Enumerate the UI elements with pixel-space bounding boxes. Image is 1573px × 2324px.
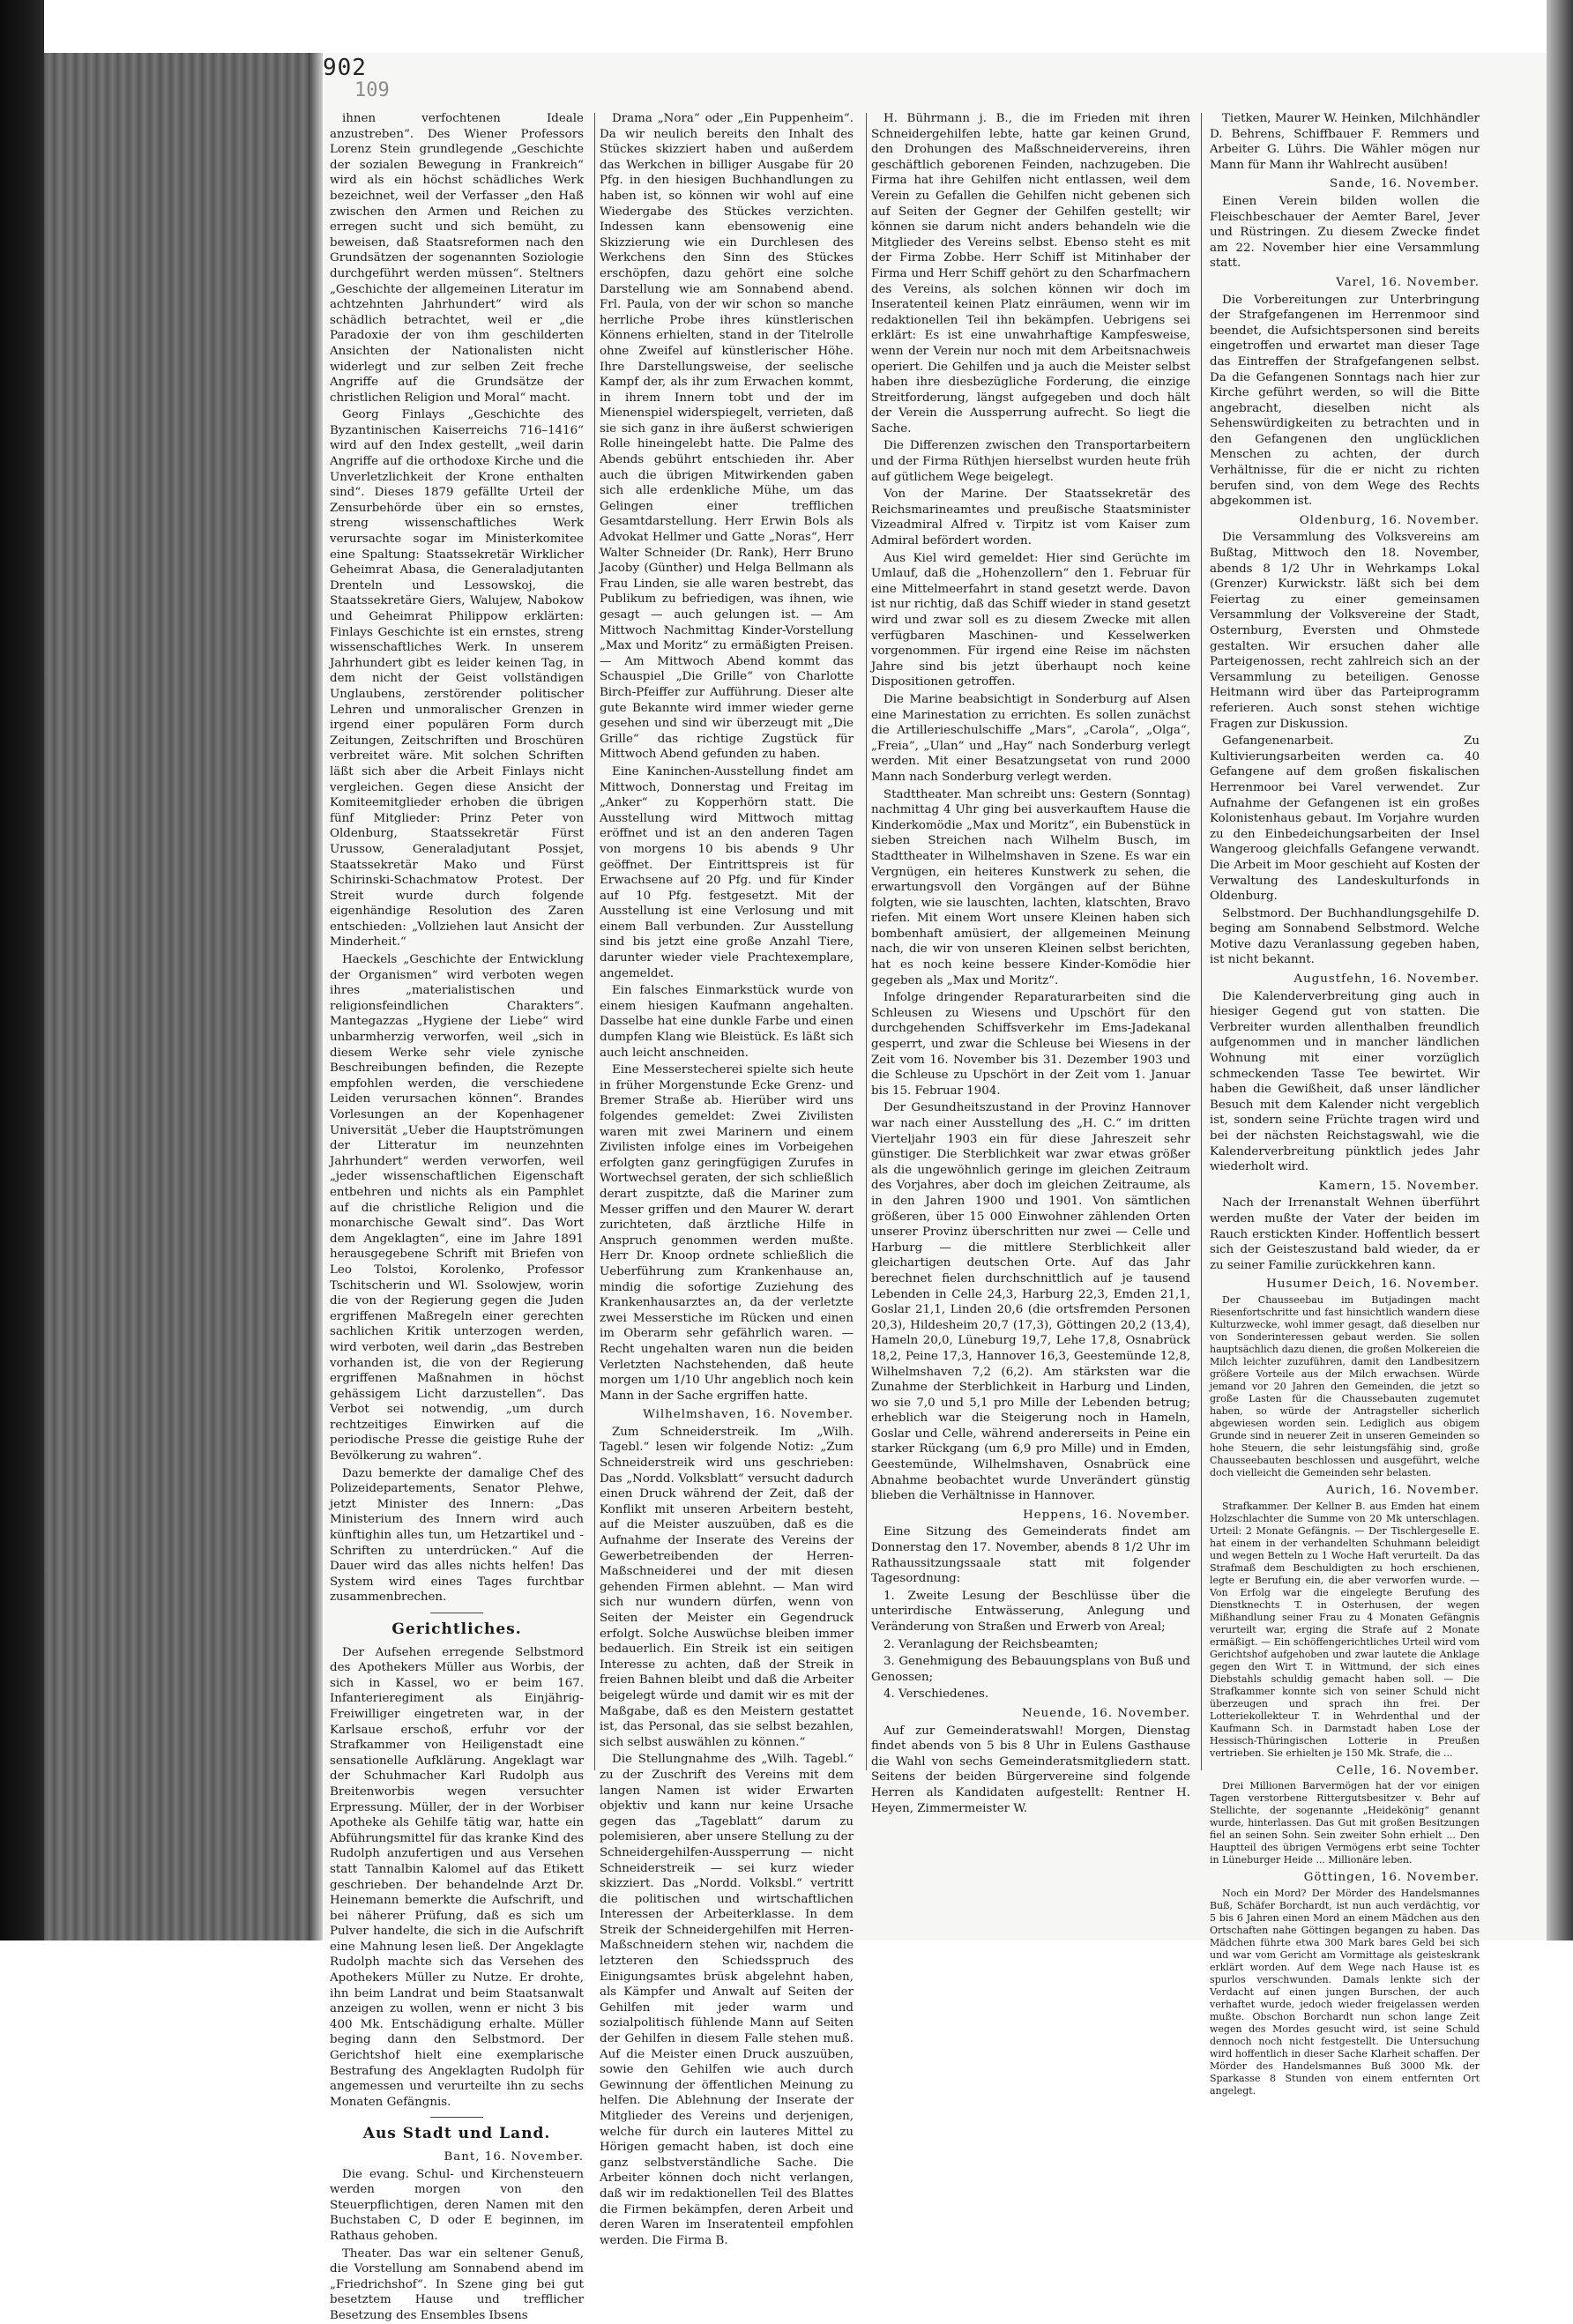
paragraph: Eine Sitzung des Gemeinderats findet am Donnerstag den 17. November, abends 8 1/2 Uhr im Rathaussitzungssaale statt mit folgender Tagesordnung: xyxy=(871,1525,1190,1586)
paragraph: Drama „Nora“ oder „Ein Puppenheim“. Da wir neulich bereits den Inhalt des Stückes skizziert haben und außerdem das Werkchen in billiger Ausgabe für 20 Pfg. in den hiesigen Buchhandlungen zu haben ist, so können wir wohl auf eine Wiedergabe des Stückes verzichten. Indessen kann ebensowenig eine Skizzierung wie ein Durchlesen des Werkchens den Sinn des Stückes erschöpfen, dazu gehört eine solche Darstellung wie am Sonnabend abend. Frl. Paula, von der wir schon so manche herrliche Probe ihres künstlerischen Könnens erhielten, stand in der Titelrolle ohne Zweifel auf künstlerischer Höhe. Ihre Darstellungsweise, der seelische Kampf der, als ihr zum Erwachen kommt, in ihrem Innern tobt und der im Mienenspiel widerspiegelt, verrieten, daß sie sich ganz in ihre äußerst schwierigen Rolle hineingelebt hatte. Die Palme des Abends gebührt entschieden ihr. Aber auch die übrigen Mitwirkenden gaben sich alle erdenkliche Mühe, um das Gelingen einer trefflichen Gesamtdarstellung. Herr Erwin Bols als Advokat Hellmer und Gatte „Noras“, Herr Walter Schneider (Dr. Rank), Herr Bruno Jacoby (Günther) und Helga Bellmann als Frau Linden, sie alle waren bestrebt, das Publikum zu befriedigen, was ihnen, wie gesagt — auch gelungen ist. — Am Mittwoch Nachmittag Kinder-Vorstellung „Max und Moritz“ zu ermäßigten Preisen. — Am Mittwoch Abend kommt das Schauspiel „Die Grille“ von Charlotte Birch-Pfeiffer zur Aufführung. Dieser alte gute Bekannte wird immer wieder gerne gesehen und sind wir überzeugt mit „Die Grille“ das richtige Zugstück für Mittwoch Abend gefunden zu haben. xyxy=(600,112,854,762)
section-divider xyxy=(430,2117,483,2118)
paragraph: Die Vorbereitungen zur Unterbringung der Strafgefangenen im Herrenmoor sind beendet, die Aufsichtspersonen sind bereits eingetroffen und erwartet man dieser Tage das Eintreffen der Strafgefangenen selbst. Da die Gefangenen Sonntags nach hier zur Kirche geführt werden, so will die Bitte angebracht, dieselben nicht als Sehenswürdigkeiten zu betrachten und in den Gefangenen den unglücklichen Menschen zu achten, der durch Verhältnisse, für die er nicht zu richten berufen sind, von dem Wege des Rechts abgekommen ist. xyxy=(1210,293,1480,509)
column-rule xyxy=(594,113,595,1770)
column-4 xyxy=(1210,111,1480,2097)
paragraph: ihnen verfochtenen Ideale anzustreben“. Des Wiener Professors Lorenz Stein grundlegende „Geschichte der sozialen Bewegung in Frankreich“ wird als ein höchst schädliches Werk bezeichnet, weil der Verfasser „den Haß zwischen den Armen und Reichen zu erregen sucht und sich bemüht, zu beweisen, daß Staatsreformen nach den Grundsätzen der sogenannten Soziologie durchgeführt werden müssen“. Steltners „Geschichte der allgemeinen Literatur im achtzehnten Jahrhundert“ wird als schädlich betrachtet, weil er „die Paradoxie der von ihm geschilderten Ansichten der Nationalisten nicht widerlegt und zur selben Zeit freche Angriffe auf die Grundsätze der christlichen Religion und Moral“ macht. xyxy=(330,112,584,405)
paragraph: Infolge dringender Reparaturarbeiten sind die Schleusen zu Wiesens und Upschört für den durchgehenden Schiffsverkehr im Ems-Jadekanal gesperrt, und zwar die Schleuse bei Wiesens in der Zeit vom 16. November bis 31. Dezember 1903 und die Schleuse zu Upschört in der Zeit vom 1. Januar bis 15. Februar 1904. xyxy=(871,991,1190,1098)
column-1 xyxy=(330,111,584,2322)
paragraph: Eine Messerstecherei spielte sich heute in früher Morgenstunde Ecke Grenz- und Bremer Straße ab. Hierüber wird uns folgendes gemeldet: Zwei Zivilisten waren mit zwei Marinern und einem Zivilisten infolge eines im Vorbeigehen erfolgten ganz geringfügigen Zurufes in Wortwechsel geraten, der sich schließlich derart zuspitzte, daß die Mariner zum Messer griffen und den Maurer W. derart zurichteten, daß ärztliche Hilfe in Anspruch genommen werden mußte. Herr Dr. Knoop ordnete schließlich die Ueberführung zum Krankenhause an, mindig die sofortige Zuziehung des Krankenhausarztes an, da der verletzte zwei Messerstiche im Rücken und einen im Oberarm sehr gefährlich waren. — Recht ungehalten waren nun die beiden Verletzten Nachstehenden, daß heute morgen um 1/10 Uhr angeblich noch kein Mann in der Sache ergriffen hatte. xyxy=(600,1063,854,1403)
agenda-item: 1. Zweite Lesung der Beschlüsse über die unterirdische Entwässerung, Anlegung und Veränderung von Straßen und Erwerb von Areal; xyxy=(871,1589,1190,1634)
column-3 xyxy=(871,111,1190,1815)
dateline: Göttingen, 16. November. xyxy=(1303,1871,1480,1885)
section-heading: Gerichtliches. xyxy=(391,1620,522,1638)
paragraph: Haeckels „Geschichte der Entwicklung der Organismen“ wird verboten wegen ihres „materialistischen und religionsfeindlichen Charakters“. Mantegazzas „Hygiene der Liebe“ wird unbarmherzig verworfen, weil „sich in diesem Werke sehr viele zynische Beschreibungen befinden, die Rezepte empfohlen werden, die verschiedene Leiden verursachen können“. Brandes Vorlesungen an der Kopenhagener Universität „Ueber die Hauptströmungen der Litteratur im neunzehnten Jahrhundert“ werden verworfen, weil „jeder wissenschaftlichen Eigenschaft entbehren und nichts als ein Pamphlet auf die christliche Religion und die monarchische Gewalt sind“. Das Wort dem Angeklagten“, eine im Jahre 1891 herausgegebene Schrift mit Briefen von Leo Tolstoi, Korolenko, Professor Tschitscherin und Wl. Ssolowjew, worin die von der Regierung gegen die Juden ergriffenen Maßregeln einer gerechten sachlichen Kritik unterzogen werden, wird verboten, weil darin „das Bestreben vorhanden ist, die von der Regierung ergriffenen Maßnahmen in höchst gehässigem Licht darzustellen“. Das Verbot sei notwendig, „um durch rechtzeitiges Einwirken auf die periodische Presse die geistige Ruhe der Bevölkerung zu wahren“. xyxy=(330,953,584,1464)
paragraph: Drei Millionen Barvermögen hat der vor einigen Tagen verstorbene Rittergutsbesitzer v. Behr auf Stellichte, der sogenannte „Heidekönig“ genannt wurde, hinterlassen. Das Gut mit großen Besitzungen fiel an seinen Sohn. Sein zweiter Sohn erhielt ... Den Hauptteil des übrigen Vermögens erbt seine Tochter in Lüneburger Heide ... Millionäre leben. xyxy=(1210,1780,1480,1866)
dateline: Heppens, 16. November. xyxy=(1023,1508,1190,1522)
dateline: Sande, 16. November. xyxy=(1330,177,1480,191)
paragraph: Der Aufsehen erregende Selbstmord des Apothekers Müller aus Worbis, der sich in Kassel, wo er beim 167. Infanterieregiment als Einjährig-Freiwilliger eingetreten war, in der Karlsaue erschoß, erfuhr vor der Strafkammer von Heiligenstadt eine sensationelle Aufklärung. Angeklagt war der Schuhmacher Karl Rudolph aus Breitenworbis wegen versuchter Erpressung. Müller, der in der Worbiser Apotheke als Gehilfe tätig war, hatte ein Abführungsmittel für das kranke Kind des Rudolph anzufertigen und aus Versehen statt Tannalbin Kalomel auf das Etikett geschrieben. Der behandelnde Arzt Dr. Heinemann bemerkte die Aufschrift, und bei näherer Prüfung, daß es sich um Pulver handelte, die sich in die Aufschrift eine Mahnung lesen ließ. Der Angeklagte Rudolph machte sich das Versehen des Apothekers Müller zu Nutze. Er drohte, ihn beim Landrat und beim Staatsanwalt anzeigen zu wollen, wenn er nicht 3 bis 400 Mk. Entschädigung erhalte. Müller beging dann den Selbstmord. Der Gerichtshof hielt eine exemplarische Bestrafung des Angeklagten Rudolph für angemessen und verurteilte ihn zu sechs Monaten Gefängnis. xyxy=(330,1645,584,2109)
dateline: Aurich, 16. November. xyxy=(1326,1483,1480,1497)
binding-shadow xyxy=(309,53,323,1940)
column-rule xyxy=(866,113,867,1770)
paragraph: Die Kalenderverbreitung ging auch in hiesiger Gegend gut von statten. Die Verbreiter wurden allenthalben freundlich aufgenommen und in mancher ländlichen Wohnung mit einer vorzüglich schmeckenden Tasse Tee bewirtet. Wir haben die Gewißheit, daß unser ländlicher Besuch mit dem Kalender nicht vergeblich ist, sondern seine Früchte tragen wird und bei der nächsten Reichstagswahl, wie die Kalenderverbreitung pünktlich jedes Jahr wiederholt wird. xyxy=(1210,989,1480,1174)
paragraph: Die Versammlung des Volksvereins am Bußtag, Mittwoch den 18. November, abends 8 1/2 Uhr in Wehrkamps Lokal (Grenzer) Kurwickstr. läßt sich bei dem Feiertag zu einer gemeinsamen Versammlung der Volksvereine der Stadt, Osternburg, Eversten und Ohmstede gestalten. Wir ersuchen daher alle Parteigenossen, recht zahlreich sich an der Versammlung zu beteiligen. Genosse Heitmann wird über das Parteiprogramm referieren. Auch sonst stehen wichtige Fragen zur Diskussion. xyxy=(1210,531,1480,731)
paragraph: Einen Verein bilden wollen die Fleischbeschauer der Aemter Barel, Jever und Rüstringen. Zu diesem Zwecke findet am 22. November hier eine Versammlung statt. xyxy=(1210,194,1480,271)
paragraph: Tietken, Maurer W. Heinken, Milchhändler D. Behrens, Schiffbauer F. Remmers und Arbeiter G. Lührs. Die Wähler mögen nur Mann für Mann ihr Wahlrecht ausüben! xyxy=(1210,112,1480,172)
dateline: Wilhelmshaven, 16. November. xyxy=(643,1408,854,1422)
paragraph: Dazu bemerkte der damalige Chef des Polizeidepartements, Senator Plehwe, jetzt Minister des Innern: „Das Ministerium des Innern wird auch künftighin alles tun, um Hetzartikel und -Schriften zu unterdrücken.“ Auf die Dauer wird das alles nichts helfen! Das System wird eines Tages furchtbar zusammenbrechen. xyxy=(330,1466,584,1605)
paragraph: Der Chausseebau im Butjadingen macht Riesenfortschritte und fast hinsichtlich wandern diese Kulturzwecke, wohl immer gesagt, daß dieselben nur von Sonderinteressen gebaut werden. Sie sollen hauptsächlich dazu dienen, die großen Molkereien die Milch leichter zuzuführen, damit den Landbesitzern größere Vorteile aus der Milch erwachsen. Würde jemand vor 20 Jahren den Gemeinden, die jetzt so große Lasten für die Chaussebauten zugemutet haben, so würde der Antragsteller sicherlich abgewiesen worden sein. Lediglich aus obigem Grunde sind in neuerer Zeit in unseren Gemeinden so hohe Steuern, die sehr leistungsfähig sind, große Chausseebauten beschlossen und ausgeführt, welche doch vielleicht die Gemeinden sehr belasten. xyxy=(1210,1293,1480,1479)
paragraph: Georg Finlays „Geschichte des Byzantinischen Kaiserreichs 716–1416“ wird auf den Index gestellt, „weil darin Angriffe auf die orthodoxe Kirche und die Unverletzlichkeit der Krone enthalten sind“. Dieses 1879 gefällte Urteil der Zensurbehörde über ein so ernstes, streng wissenschaftliches Werk verursachte sogar im Ministerkomitee eine Spaltung: Staatssekretär Wirklicher Geheimrat Abasa, die Generaladjutanten Drenteln und Lessowskoj, die Staatssekretäre Giers, Walujew, Nabokow und Geheimrat Philippow erklärten: Finlays Geschichte ist ein ernstes, streng wissenschaftliches Werk. In unserem Jahrhundert gibt es leider keinen Tag, in dem nicht der Geist vollständigen Unglaubens, zerstörender politischer Lehren und unmoralischer Grenzen in irgend einer populären Form durch Zeitungen, Zeitschriften und Broschüren verbreitet wäre. Mit solchen Schriften läßt sich aber die Arbeit Finlays nicht vergleichen. Gegen diese Ansicht der Komiteemitglieder erhoben die übrigen fünf Mitglieder: Prinz Peter von Oldenburg, Staatssekretär Fürst Urussow, Generaladjutant Possjet, Staatssekretär Mako und Fürst Schirinski-Schachmatow Protest. Der Streit wurde durch folgende eigenhändige Resolution des Zaren entschieden: „Vollziehen laut Ansicht der Minderheit.“ xyxy=(330,408,584,950)
paragraph: Stadttheater. Man schreibt uns: Gestern (Sonntag) nachmittag 4 Uhr ging bei ausverkauftem Hause die Kinderkomödie „Max und Moritz“, ein Bubenstück in sieben Streichen nach Wilhelm Busch, im Stadttheater in Wilhelmshaven in Szene. Es war ein Vergnügen, ein heiteres Kunstwerk zu sehen, die erwartungsvoll den Vorgängen auf der Bühne folgten, wie sie lauschten, lachten, klatschten, Bravo riefen. Mit einem Wort unsere Kleinen haben sich bombenhaft amüsiert, der allgemeinen Meinung nach, die wir von unseren Kleinen selbst berichten, hat es noch keine bessere Kinder-Komödie hier gegeben als „Max und Moritz“. xyxy=(871,787,1190,987)
paragraph: Zum Schneiderstreik. Im „Wilh. Tagebl.“ lesen wir folgende Notiz: „Zum Schneiderstreik wird uns geschrieben: Das „Nordd. Volksblatt“ versucht dadurch einen Druck während der Zeit, daß der Konflikt mit unseren Arbeitern besteht, auf die Meister auszuüben, daß es die Aufnahme der Inserate des Vereins der Gewerbetreibenden der Herren-Maßschneiderei und der mit diesen gehenden Firmen ablehnt. — Man wird sich nur wundern dürfen, wenn von Seiten der Meister ein Gegendruck erfolgt. Solche Auswüchse bleiben immer bedauerlich. Ein Streik ist ein seitigen Interesse zu achten, daß der Streik in freien Bahnen bleibt und daß die Arbeiter beigelegt würde und damit wir es mit der Maßgabe, daß es den Meistern gestattet ist, das Personal, das sie selbst bezahlen, sich selbst auswählen zu können.“ xyxy=(600,1425,854,1749)
paragraph: Gefangenenarbeit. Zu Kultivierungsarbeiten werden ca. 40 Gefangene auf dem großen fiskalischen Herrenmoor bei Varel verwendet. Zur Aufnahme der Gefangenen ist ein großes Kolonistenhaus gebaut. Im Vorjahre wurden zu den Einbedeichungsarbeiten der Insel Wangeroog gleichfalls Gefangene verwandt. Die Arbeit im Moor geschieht auf Kosten der Verwaltung des Landeskulturfonds in Oldenburg. xyxy=(1210,734,1480,904)
agenda-item: 4. Verschiedenes. xyxy=(883,1687,989,1702)
paragraph: Die Stellungnahme des „Wilh. Tagebl.“ zu der Zuschrift des Vereins mit dem langen Namen ist wider Erwarten objektiv und kann nur keine Ursache gegen das „Tageblatt“ darum zu polemisieren, aber unsere Stellung zu der Schneidergehilfen-Aussperrung — nicht Schneiderstreik — sei kurz wieder skizziert. Das „Nordd. Volksbl.“ vertritt die politischen und wirtschaftlichen Interessen der Arbeiterklasse. In dem Streik der Schneidergehilfen mit Herren-Maßschneidern stehen wir, nachdem die letzteren den Schiedsspruch des Einigungsamtes brüsk abgelehnt haben, als Kämpfer und Anwalt auf Seiten der Gehilfen mit jeder warm und sozialpolitisch fühlende Mann auf Seiten der Gehilfen in diesem Falle stehen muß. Auf die Meister einen Druck auszuüben, sowie den Gehilfen wie auch durch Gewinnung der öffentlichen Meinung zu helfen. Die Ablehnung der Inserate der Mitglieder des Vereins und derjenigen, welche für durch ein lauteres Mittel zu Hörigen gemacht haben, ist doch eine ganz selbstverständliche Sache. Die Arbeiter können doch nicht verlangen, daß wir im redaktionellen Teil des Blattes die Firmen bekämpfen, deren Arbeit und deren Waren im Inseratenteil empfohlen werden. Die Firma B. xyxy=(600,1753,854,2247)
paragraph: Von der Marine. Der Staatssekretär des Reichsmarineamtes und preußische Staatsminister Vizeadmiral Alfred v. Tirpitz ist vom Kaiser zum Admiral befördert worden. xyxy=(871,488,1190,548)
dateline: Oldenburg, 16. November. xyxy=(1299,513,1480,527)
scan-edge-left xyxy=(0,0,44,1940)
agenda-item: 2. Veranlagung der Reichsbeamten; xyxy=(883,1637,1099,1651)
paragraph: Auf zur Gemeinderatswahl! Morgen, Dienstag findet abends von 5 bis 8 Uhr in Eulens Gasthause die Wahl von sechs Gemeinderatsmitgliedern statt. Seitens der beiden Bürgervereine sind folgende Herren als Kandidaten aufgestellt: Rentner H. Heyen, Zimmermeister W. xyxy=(871,1724,1190,1815)
paragraph: Selbstmord. Der Buchhandlungsgehilfe D. beging am Sonnabend Selbstmord. Welche Motive dazu Veranlassung gegeben haben, ist nicht bekannt. xyxy=(1210,906,1480,967)
paragraph: Eine Kaninchen-Ausstellung findet am Mittwoch, Donnerstag und Freitag im „Anker“ zu Kopperhörn statt. Die Ausstellung wird Mittwoch mittag eröffnet und ist an den anderen Tagen von morgens 10 bis abends 9 Uhr geöffnet. Der Eintrittspreis ist für Erwachsene auf 20 Pfg. und für Kinder auf 10 Pfg. festgesetzt. Mit der Ausstellung ist eine Verlosung und mit einem Ball verbunden. Zur Ausstellung sind bis jetzt eine große Anzahl Tiere, darunter wieder viele Prachtexemplare, angemeldet. xyxy=(600,764,854,980)
dateline: Celle, 16. November. xyxy=(1336,1763,1480,1777)
book-binding xyxy=(44,53,311,1940)
paragraph: Ein falsches Einmarkstück wurde von einem hiesigen Kaufmann angehalten. Dasselbe hat eine dunkle Farbe und einen dumpfen Klang wie Bleistück. Es läßt sich auch leicht anschneiden. xyxy=(600,984,854,1060)
agenda-item: 3. Genehmigung des Bebauungsplans von Buß und Genossen; xyxy=(871,1655,1190,1684)
paragraph: Die Marine beabsichtigt in Sonderburg auf Alsen eine Marinestation zu errichten. Es sollen zunächst die Artillerieschulschiffe „Mars“, „Carola“, „Olga“, „Freia“, „Ulan“ und „Hay“ nach Sonderburg verlegt werden. Mit einer Besatzungsetat von rund 2000 Mann nach Sonderburg verlegt werden. xyxy=(871,692,1190,784)
paragraph: Nach der Irrenanstalt Wehnen überführt werden mußte der Vater der beiden im Rauch erstickten Kinder. Hoffentlich bessert sich der Geisteszustand bald wieder, da er zu seiner Familie zurückkehren kann. xyxy=(1210,1196,1480,1272)
paragraph: Die Differenzen zwischen den Transportarbeitern und der Firma Rüthjen hierselbst wurden heute früh auf gütlichem Wege beigelegt. xyxy=(871,439,1190,484)
paragraph: Der Gesundheitszustand in der Provinz Hannover war nach einer Ausstellung des „H. C.“ im dritten Vierteljahr 1903 ein für diese Jahreszeit sehr günstiger. Die Sterblichkeit war zwar etwas größer als die ungewöhnlich geringe im gleichen Zeitraum des Vorjahres, aber doch im gleichen Zeitraume, als in den Jahren 1900 und 1901. Von sämtlichen größeren, über 15 000 Einwohner zählenden Orten unserer Provinz überschritten nur zwei — Celle und Harburg — die mittlere Sterblichkeit aller gleichartigen deutschen Orte. Auf das Jahr berechnet fielen durchschnittlich auf je tausend Lebenden in Celle 24,3, Harburg 22,3, Emden 21,1, Goslar 21,1, Linden 20,6 (die ortsfremden Personen 20,3), Hildesheim 20,7 (17,3), Göttingen 20,2 (13,4), Hameln 20,0, Lüneburg 19,7, Lehe 17,8, Osnabrück 18,2, Peine 17,3, Hannover 16,3, Geestemünde 12,8, Wilhelmshaven 7,2 (6,2). Am stärksten war die Zunahme der Sterblichkeit in Harburg und Linden, wo sie 7,0 und 5,1 pro Mille der Lebenden betrug; erheblich war die Steigerung noch in Hameln, Goslar und Celle, während andererseits in Peine ein starker Rückgang (um 6,9 pro Mille) und in Emden, Geestemünde, Wilhelmshaven, Osnabrück eine Abnahme beobachtet wurde Unverändert günstig blieben die Verhältnisse in Hannover. xyxy=(871,1101,1190,1503)
page-number: 902 xyxy=(323,55,367,81)
dateline: Varel, 16. November. xyxy=(1336,275,1480,289)
paragraph: Theater. Das war ein seltener Genuß, die Vorstellung am Sonnabend abend im „Friedrichshof“. In Szene ging bei gut besetztem Hause und trefflicher Besetzung des Ensembles Ibsens xyxy=(330,2246,584,2322)
column-rule xyxy=(1201,113,1202,1770)
dateline: Husumer Deich, 16. November. xyxy=(1266,1277,1480,1292)
paragraph: H. Bührmann j. B., die im Frieden mit ihren Schneidergehilfen lebte, hatte gar keinen Grund, den Drohungen des Maßschneidervereins, ihren geschäftlich geborenen Feinden, nachzugeben. Die Firma hat ihre Gehilfen nicht entlassen, weil dem Verein zu Gefallen die Gehilfen nicht gebenen sich auf Seiten der Gegner der Gehilfen gestellt; wir können sie darum nicht anders behandeln wie die Mitglieder des Vereins selbst. Ebenso steht es mit der Firma Zobbe. Herr Schiff ist Mitinhaber der Firma und Herr Schiff gehört zu den Scharfmachern des Vereins, als solchen können wir doch im Inseratenteil keinen Platz einräumen, wenn wir im redaktionellen Teil ihn bekämpfen. Uebrigens sei erklärt: Es ist eine unwahrhaftige Kampfesweise, wenn der Verein nur noch mit dem Arbeitsnachweis operiert. Die Gehilfen und ja auch die Meister selbst haben ihre diesbezügliche Forderung, die einzige Streitforderung, längst aufgegeben und doch hält der Verein die Aussperrung aufrecht. So liegt die Sache. xyxy=(871,112,1190,436)
paragraph: Die evang. Schul- und Kirchensteuern werden morgen von den Steuerpflichtigen, deren Namen mit den Buchstaben C, D oder E beginnen, im Rathaus gehoben. xyxy=(330,2167,584,2243)
page-number-faint: 109 xyxy=(354,79,390,101)
top-margin xyxy=(0,0,1573,53)
paragraph: Aus Kiel wird gemeldet: Hier sind Gerüchte im Umlauf, daß die „Hohenzollern“ den 1. Februar für eine Mittelmeerfahrt in stand gesetzt werde. Davon ist nur richtig, daß das Schiff wieder in stand gesetzt wird und zwar soll es zu diesem Zwecke mit allen verfügbaren Maschinen- und Kesselwerken vorgenommen. Für irgend eine Reise im nächsten Jahre sind bis jetzt überhaupt noch keine Dispositionen getroffen. xyxy=(871,551,1190,689)
column-2 xyxy=(600,111,854,2247)
paragraph: Strafkammer. Der Kellner B. aus Emden hat einem Holzschlachter die Summe von 20 Mk unterschlagen. Urteil: 2 Monate Gefängnis. — Der Tischlergeselle E. hat einem in der verhandelten Schuhmann beleidigt und wegen Betteln zu 1 Woche Haft verurteilt. Da das Strafmaß dem Beschuldigten zu hoch erschienen, legte er Berufung ein, die aber verworfen wurde. — Von Erfolg war die eingelegte Berufung des Dienstknechts T. in Osterhusen, der wegen Mißhandlung seiner Frau zu 4 Monaten Gefängnis verurteilt war, erging die Strafe auf 2 Monate ermäßigt. — Ein schöffengerichtliches Urteil wird vom Gerichtshof aufgehoben und zwar lautete die Anklage gegen den Wirt T. in Wittmund, der sich eines Diebstahls schuldig gemacht haben soll. — Die Strafkammer konnte sich von seiner Schuld nicht überzeugen und sprach ihn frei. Der Lotteriekollekteur T. in Wehrdenthal und der Kaufmann Sch. in Darmstadt haben Lose der Hessisch-Thüringischen Lotterie in Preußen vertrieben. Sie erhielten je 150 Mk. Strafe, die ... xyxy=(1210,1500,1480,1759)
dateline: Kamern, 15. November. xyxy=(1318,1179,1480,1193)
section-heading: Aus Stadt und Land. xyxy=(362,2125,551,2143)
dateline: Augustfehn, 16. November. xyxy=(1293,972,1480,987)
dateline: Bant, 16. November. xyxy=(444,2150,584,2164)
scan-edge-right xyxy=(1547,0,1573,1940)
dateline: Neuende, 16. November. xyxy=(1021,1706,1190,1720)
paragraph: Noch ein Mord? Der Mörder des Handelsmannes Buß, Schäfer Borchardt, ist nun auch verdächtig, vor 5 bis 6 Jahren einen Mord an einem Mädchen aus den Ortschaften nahe Göttingen begangen zu haben. Das Mädchen führte etwa 300 Mark bares Geld bei sich und war vom Gericht am Vormittage als geisteskrank erklärt worden. Auf dem Wege nach Hause ist es spurlos verschwunden. Damals lenkte sich der Verdacht auf einen jungen Burschen, der auch verhaftet wurde, jedoch wieder freigelassen werden mußte. Obschon Borchardt nun schon lange Zeit wegen des Mordes gesucht wird, ist seine Schuld dennoch noch nicht festgestellt. Die Untersuchung wird hoffentlich in dieser Sache Klarheit schaffen. Der Mörder des Handelsmannes Buß 3000 Mk. der Sparkasse 8 Stunden von einem entfernten Ort angelegt. xyxy=(1210,1887,1480,2097)
